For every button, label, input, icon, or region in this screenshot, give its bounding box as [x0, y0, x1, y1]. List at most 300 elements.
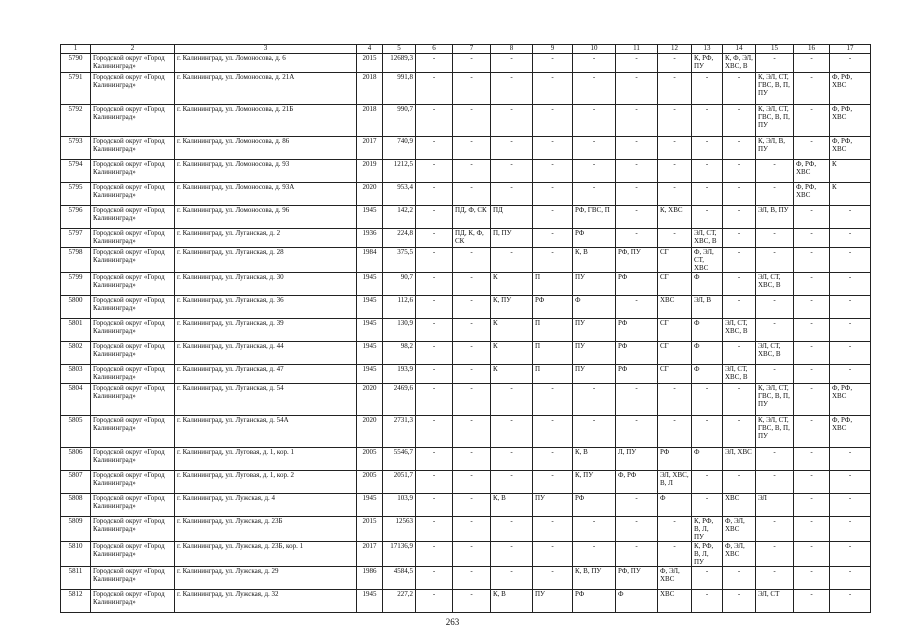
table-cell-col-6: - [416, 471, 453, 494]
table-cell-col-3: г. Калининград, ул. Луганская, д. 28 [175, 248, 357, 273]
table-cell-col-1: 5809 [61, 517, 91, 542]
table-cell-col-13: Ф [692, 319, 723, 342]
page-number: 263 [445, 617, 460, 627]
table-cell-col-3: г. Калининград, ул. Ломоносова, д. 21А [175, 73, 357, 105]
register-table [60, 44, 871, 613]
table-cell-col-9: - [533, 542, 573, 567]
table-cell-col-2: Городской округ «Город Калининград» [91, 494, 175, 517]
table-cell-col-17: - [830, 365, 871, 384]
table-row [61, 206, 871, 229]
table-cell-col-16: - [794, 137, 830, 160]
table-cell-col-4: 2005 [357, 448, 383, 471]
table-cell-col-7: - [453, 183, 491, 206]
table-row [61, 384, 871, 416]
table-cell-col-1: 5790 [61, 54, 91, 73]
table-cell-col-11: Ф, РФ [616, 471, 658, 494]
table-cell-col-13: Ф [692, 365, 723, 384]
table-cell-col-1: 5805 [61, 416, 91, 448]
table-cell-col-11: - [616, 183, 658, 206]
table-cell-col-5: 193,9 [383, 365, 416, 384]
table-cell-col-3: г. Калининград, ул. Луганская, д. 54А [175, 416, 357, 448]
table-cell-col-4: 2019 [357, 160, 383, 183]
table-cell-col-13: - [692, 105, 723, 137]
table-cell-col-12: - [658, 73, 692, 105]
column-number-1: 1 [61, 45, 91, 54]
table-cell-col-5: 227,2 [383, 590, 416, 613]
table-cell-col-12: К, ХВС [658, 206, 692, 229]
table-cell-col-3: г. Калининград, ул. Лужская, д. 32 [175, 590, 357, 613]
table-cell-col-7: - [453, 542, 491, 567]
table-cell-col-1: 5799 [61, 273, 91, 296]
table-cell-col-2: Городской округ «Город Калининград» [91, 248, 175, 273]
table-row [61, 365, 871, 384]
table-cell-col-8: К [491, 365, 533, 384]
table-cell-col-16: - [794, 365, 830, 384]
table-cell-col-5: 224,8 [383, 229, 416, 248]
table-cell-col-11: - [616, 384, 658, 416]
table-cell-col-11: - [616, 54, 658, 73]
table-cell-col-15: ЭЛ [756, 494, 794, 517]
table-cell-col-11: РФ [616, 365, 658, 384]
table-cell-col-2: Городской округ «Город Калининград» [91, 517, 175, 542]
column-number-14: 14 [723, 45, 756, 54]
table-header [61, 45, 871, 54]
table-cell-col-12: РФ [658, 448, 692, 471]
table-cell-col-11: - [616, 494, 658, 517]
column-number-12: 12 [658, 45, 692, 54]
table-cell-col-14: ЭЛ, СТ, ХВС, В [723, 319, 756, 342]
table-cell-col-4: 1945 [357, 273, 383, 296]
table-cell-col-8: - [491, 248, 533, 273]
table-cell-col-11: - [616, 206, 658, 229]
table-cell-col-9: РФ [533, 296, 573, 319]
table-cell-col-14: - [723, 567, 756, 590]
table-cell-col-3: г. Калининград, ул. Луганская, д. 44 [175, 342, 357, 365]
table-cell-col-16: - [794, 384, 830, 416]
table-cell-col-15: - [756, 365, 794, 384]
table-cell-col-8: - [491, 73, 533, 105]
table-cell-col-5: 1212,5 [383, 160, 416, 183]
table-cell-col-3: г. Калининград, ул. Луганская, д. 30 [175, 273, 357, 296]
table-cell-col-7: - [453, 342, 491, 365]
table-cell-col-10: - [573, 54, 616, 73]
table-cell-col-15: К, ЭЛ, СТ, ГВС, В, П, ПУ [756, 105, 794, 137]
table-cell-col-8: - [491, 542, 533, 567]
table-cell-col-13: Ф [692, 273, 723, 296]
column-number-8: 8 [491, 45, 533, 54]
table-cell-col-14: ЭЛ, ХВС [723, 448, 756, 471]
table-row [61, 137, 871, 160]
table-cell-col-8: - [491, 416, 533, 448]
table-cell-col-1: 5807 [61, 471, 91, 494]
table-cell-col-12: Ф, ЭЛ, ХВС [658, 567, 692, 590]
table-cell-col-7: - [453, 296, 491, 319]
table-cell-col-6: - [416, 342, 453, 365]
table-cell-col-8: - [491, 517, 533, 542]
table-cell-col-2: Городской округ «Город Калининград» [91, 229, 175, 248]
table-cell-col-13: - [692, 590, 723, 613]
table-cell-col-5: 12689,3 [383, 54, 416, 73]
table-cell-col-9: - [533, 229, 573, 248]
table-cell-col-8: ПД [491, 206, 533, 229]
table-cell-col-7: - [453, 365, 491, 384]
table-cell-col-10: Ф [573, 296, 616, 319]
table-cell-col-10: РФ [573, 590, 616, 613]
table-cell-col-3: г. Калининград, ул. Лужская, д. 23Б [175, 517, 357, 542]
table-cell-col-5: 2469,6 [383, 384, 416, 416]
table-cell-col-15: - [756, 183, 794, 206]
table-cell-col-17: - [830, 248, 871, 273]
table-cell-col-12: СГ [658, 365, 692, 384]
table-cell-col-6: - [416, 365, 453, 384]
table-cell-col-16: - [794, 416, 830, 448]
table-cell-col-3: г. Калининград, ул. Ломоносова, д. 6 [175, 54, 357, 73]
table-cell-col-1: 5802 [61, 342, 91, 365]
table-cell-col-17: - [830, 471, 871, 494]
table-cell-col-4: 2020 [357, 384, 383, 416]
table-cell-col-17: - [830, 296, 871, 319]
table-cell-col-12: - [658, 416, 692, 448]
table-cell-col-11: РФ [616, 342, 658, 365]
table-cell-col-8: - [491, 471, 533, 494]
table-row [61, 229, 871, 248]
table-cell-col-15: ЭЛ, СТ, ХВС, В [756, 342, 794, 365]
table-cell-col-9: - [533, 137, 573, 160]
table-cell-col-6: - [416, 448, 453, 471]
table-cell-col-17: Ф, РФ, ХВС [830, 73, 871, 105]
table-cell-col-7: - [453, 567, 491, 590]
table-row [61, 54, 871, 73]
table-cell-col-16: - [794, 517, 830, 542]
table-cell-col-5: 740,9 [383, 137, 416, 160]
table-cell-col-10: - [573, 105, 616, 137]
column-number-9: 9 [533, 45, 573, 54]
table-cell-col-15: - [756, 542, 794, 567]
table-cell-col-12: ХВС [658, 590, 692, 613]
table-cell-col-6: - [416, 206, 453, 229]
table-cell-col-4: 1945 [357, 206, 383, 229]
column-number-11: 11 [616, 45, 658, 54]
table-cell-col-11: Ф [616, 590, 658, 613]
table-cell-col-7: - [453, 105, 491, 137]
table-row [61, 342, 871, 365]
table-cell-col-3: г. Калининград, ул. Луганская, д. 2 [175, 229, 357, 248]
table-cell-col-1: 5812 [61, 590, 91, 613]
table-cell-col-12: - [658, 105, 692, 137]
table-cell-col-10: ПУ [573, 273, 616, 296]
table-cell-col-8: К, ПУ [491, 296, 533, 319]
table-cell-col-17: К [830, 183, 871, 206]
table-cell-col-3: г. Калининград, ул. Луганская, д. 39 [175, 319, 357, 342]
table-cell-col-14: - [723, 248, 756, 273]
table-cell-col-9: - [533, 517, 573, 542]
table-cell-col-4: 1945 [357, 342, 383, 365]
table-cell-col-12: ЭЛ, ХВС, В, Л [658, 471, 692, 494]
table-cell-col-11: - [616, 73, 658, 105]
table-cell-col-4: 1945 [357, 319, 383, 342]
column-number-15: 15 [756, 45, 794, 54]
table-cell-col-6: - [416, 517, 453, 542]
table-cell-col-16: - [794, 471, 830, 494]
table-row [61, 105, 871, 137]
table-cell-col-2: Городской округ «Город Калининград» [91, 273, 175, 296]
table-cell-col-15: ЭЛ, В, ПУ [756, 206, 794, 229]
table-cell-col-14: - [723, 384, 756, 416]
table-cell-col-2: Городской округ «Город Калининград» [91, 54, 175, 73]
table-cell-col-14: - [723, 296, 756, 319]
table-cell-col-12: - [658, 229, 692, 248]
table-cell-col-5: 103,9 [383, 494, 416, 517]
table-cell-col-15: К, ЭЛ, СТ, ГВС, В, П, ПУ [756, 416, 794, 448]
table-cell-col-5: 90,7 [383, 273, 416, 296]
table-row [61, 319, 871, 342]
table-cell-col-11: - [616, 137, 658, 160]
table-cell-col-3: г. Калининград, ул. Ломоносова, д. 96 [175, 206, 357, 229]
table-cell-col-8: - [491, 183, 533, 206]
table-cell-col-11: - [616, 416, 658, 448]
table-cell-col-1: 5797 [61, 229, 91, 248]
table-cell-col-15: - [756, 248, 794, 273]
table-cell-col-4: 2018 [357, 73, 383, 105]
table-cell-col-5: 17136,9 [383, 542, 416, 567]
table-cell-col-17: - [830, 319, 871, 342]
table-cell-col-7: - [453, 416, 491, 448]
table-cell-col-6: - [416, 319, 453, 342]
table-cell-col-2: Городской округ «Город Калининград» [91, 105, 175, 137]
table-cell-col-10: РФ [573, 229, 616, 248]
table-cell-col-2: Городской округ «Город Калининград» [91, 590, 175, 613]
table-cell-col-9: П [533, 365, 573, 384]
table-cell-col-7: - [453, 448, 491, 471]
table-cell-col-11: - [616, 229, 658, 248]
table-row [61, 517, 871, 542]
table-cell-col-15: ЭЛ, СТ [756, 590, 794, 613]
table-cell-col-9: ПУ [533, 494, 573, 517]
table-cell-col-8: К, В [491, 494, 533, 517]
table-cell-col-1: 5810 [61, 542, 91, 567]
column-number-4: 4 [357, 45, 383, 54]
table-cell-col-13: - [692, 137, 723, 160]
table-cell-col-9: - [533, 567, 573, 590]
table-cell-col-2: Городской округ «Город Калининград» [91, 448, 175, 471]
table-cell-col-13: - [692, 494, 723, 517]
table-cell-col-16: - [794, 567, 830, 590]
table-cell-col-12: - [658, 542, 692, 567]
table-cell-col-4: 2020 [357, 416, 383, 448]
table-cell-col-1: 5792 [61, 105, 91, 137]
table-cell-col-10: РФ, ГВС, П [573, 206, 616, 229]
table-cell-col-9: ПУ [533, 590, 573, 613]
table-cell-col-17: - [830, 54, 871, 73]
table-cell-col-1: 5803 [61, 365, 91, 384]
table-cell-col-8: К [491, 342, 533, 365]
table-cell-col-1: 5800 [61, 296, 91, 319]
table-cell-col-3: г. Калининград, ул. Лужская, д. 4 [175, 494, 357, 517]
table-cell-col-7: - [453, 73, 491, 105]
table-cell-col-17: К [830, 160, 871, 183]
table-cell-col-5: 130,9 [383, 319, 416, 342]
table-cell-col-7: ПД, Ф, СК [453, 206, 491, 229]
table-cell-col-12: - [658, 517, 692, 542]
table-cell-col-8: К, В [491, 590, 533, 613]
table-cell-col-5: 2731,3 [383, 416, 416, 448]
table-cell-col-13: Ф, ЭЛ, СТ, ХВС [692, 248, 723, 273]
table-cell-col-16: Ф, РФ, ХВС [794, 160, 830, 183]
table-cell-col-11: - [616, 105, 658, 137]
table-cell-col-7: - [453, 590, 491, 613]
table-cell-col-13: - [692, 471, 723, 494]
table-cell-col-9: - [533, 54, 573, 73]
column-number-13: 13 [692, 45, 723, 54]
table-cell-col-15: К, ЭЛ, В, ПУ [756, 137, 794, 160]
table-cell-col-9: - [533, 471, 573, 494]
table-cell-col-17: - [830, 494, 871, 517]
table-cell-col-6: - [416, 137, 453, 160]
table-cell-col-11: РФ, ПУ [616, 567, 658, 590]
table-cell-col-14: - [723, 206, 756, 229]
table-cell-col-4: 2005 [357, 471, 383, 494]
table-cell-col-8: - [491, 105, 533, 137]
table-cell-col-2: Городской округ «Город Калининград» [91, 183, 175, 206]
table-cell-col-13: К, РФ, В, Л, ПУ [692, 517, 723, 542]
table-cell-col-14: - [723, 73, 756, 105]
column-number-6: 6 [416, 45, 453, 54]
header-row [61, 45, 871, 54]
table-cell-col-8: - [491, 384, 533, 416]
table-cell-col-11: - [616, 160, 658, 183]
table-cell-col-6: - [416, 183, 453, 206]
table-cell-col-4: 2018 [357, 105, 383, 137]
table-cell-col-14: - [723, 105, 756, 137]
table-cell-col-5: 953,4 [383, 183, 416, 206]
table-cell-col-12: СГ [658, 248, 692, 273]
table-row [61, 296, 871, 319]
table-cell-col-12: Ф [658, 494, 692, 517]
table-cell-col-1: 5791 [61, 73, 91, 105]
table-cell-col-15: - [756, 229, 794, 248]
table-cell-col-16: - [794, 273, 830, 296]
table-cell-col-8: К [491, 273, 533, 296]
table-cell-col-13: К, РФ, В, Л, ПУ [692, 542, 723, 567]
table-cell-col-1: 5811 [61, 567, 91, 590]
table-cell-col-16: - [794, 319, 830, 342]
table-row [61, 590, 871, 613]
table-cell-col-4: 1945 [357, 365, 383, 384]
table-cell-col-10: К, В [573, 248, 616, 273]
table-cell-col-9: - [533, 448, 573, 471]
table-row [61, 160, 871, 183]
column-number-2: 2 [91, 45, 175, 54]
table-cell-col-7: - [453, 137, 491, 160]
column-number-7: 7 [453, 45, 491, 54]
table-cell-col-8: - [491, 567, 533, 590]
table-cell-col-13: - [692, 567, 723, 590]
table-cell-col-10: - [573, 183, 616, 206]
table-cell-col-10: К, ПУ [573, 471, 616, 494]
table-cell-col-9: - [533, 160, 573, 183]
table-body [61, 54, 871, 613]
table-cell-col-16: - [794, 342, 830, 365]
table-cell-col-3: г. Калининград, ул. Лужская, д. 23Б, кор. 1 [175, 542, 357, 567]
table-cell-col-9: - [533, 73, 573, 105]
table-cell-col-17: - [830, 206, 871, 229]
table-cell-col-16: - [794, 296, 830, 319]
table-cell-col-5: 991,8 [383, 73, 416, 105]
table-cell-col-9: - [533, 416, 573, 448]
table-cell-col-4: 1936 [357, 229, 383, 248]
table-cell-col-6: - [416, 542, 453, 567]
table-cell-col-10: - [573, 384, 616, 416]
table-cell-col-12: - [658, 160, 692, 183]
table-cell-col-6: - [416, 229, 453, 248]
table-cell-col-16: - [794, 54, 830, 73]
table-cell-col-12: СГ [658, 319, 692, 342]
table-cell-col-5: 12563 [383, 517, 416, 542]
table-cell-col-7: - [453, 517, 491, 542]
table-cell-col-11: РФ [616, 319, 658, 342]
table-cell-col-9: П [533, 273, 573, 296]
table-cell-col-1: 5794 [61, 160, 91, 183]
table-cell-col-14: - [723, 590, 756, 613]
table-cell-col-5: 4584,5 [383, 567, 416, 590]
table-cell-col-14: Ф, ЭЛ, ХВС [723, 542, 756, 567]
table-row [61, 73, 871, 105]
table-cell-col-3: г. Калининград, ул. Луговая, д. 1, кор. 1 [175, 448, 357, 471]
table-cell-col-10: К, В, ПУ [573, 567, 616, 590]
table-cell-col-3: г. Калининград, ул. Луговая, д. 1, кор. 2 [175, 471, 357, 494]
table-cell-col-2: Городской округ «Город Калининград» [91, 542, 175, 567]
table-cell-col-17: Ф, РФ, ХВС [830, 384, 871, 416]
table-cell-col-7: - [453, 54, 491, 73]
table-row [61, 416, 871, 448]
table-cell-col-16: - [794, 105, 830, 137]
table-cell-col-3: г. Калининград, ул. Луганская, д. 54 [175, 384, 357, 416]
table-cell-col-6: - [416, 567, 453, 590]
table-cell-col-16: - [794, 448, 830, 471]
table-cell-col-2: Городской округ «Город Калининград» [91, 319, 175, 342]
table-cell-col-6: - [416, 248, 453, 273]
table-cell-col-14: - [723, 342, 756, 365]
table-cell-col-11: - [616, 542, 658, 567]
table-cell-col-17: - [830, 567, 871, 590]
table-cell-col-16: - [794, 542, 830, 567]
table-cell-col-16: - [794, 248, 830, 273]
table-cell-col-7: - [453, 160, 491, 183]
table-cell-col-7: - [453, 471, 491, 494]
table-cell-col-13: - [692, 384, 723, 416]
table-cell-col-14: - [723, 273, 756, 296]
table-cell-col-13: Ф [692, 342, 723, 365]
table-cell-col-13: - [692, 160, 723, 183]
table-cell-col-6: - [416, 160, 453, 183]
table-cell-col-13: ЭЛ, В [692, 296, 723, 319]
table-cell-col-14: Ф, ЭЛ, ХВС [723, 517, 756, 542]
table-cell-col-15: - [756, 448, 794, 471]
table-cell-col-11: РФ, ПУ [616, 248, 658, 273]
table-cell-col-10: - [573, 517, 616, 542]
table-cell-col-2: Городской округ «Город Калининград» [91, 384, 175, 416]
table-cell-col-14: - [723, 137, 756, 160]
table-cell-col-1: 5808 [61, 494, 91, 517]
table-cell-col-12: - [658, 137, 692, 160]
table-cell-col-7: - [453, 494, 491, 517]
table-cell-col-2: Городской округ «Город Калининград» [91, 160, 175, 183]
table-cell-col-8: - [491, 448, 533, 471]
table-cell-col-11: РФ [616, 273, 658, 296]
table-cell-col-17: - [830, 542, 871, 567]
table-cell-col-3: г. Калининград, ул. Луганская, д. 47 [175, 365, 357, 384]
table-cell-col-10: - [573, 137, 616, 160]
